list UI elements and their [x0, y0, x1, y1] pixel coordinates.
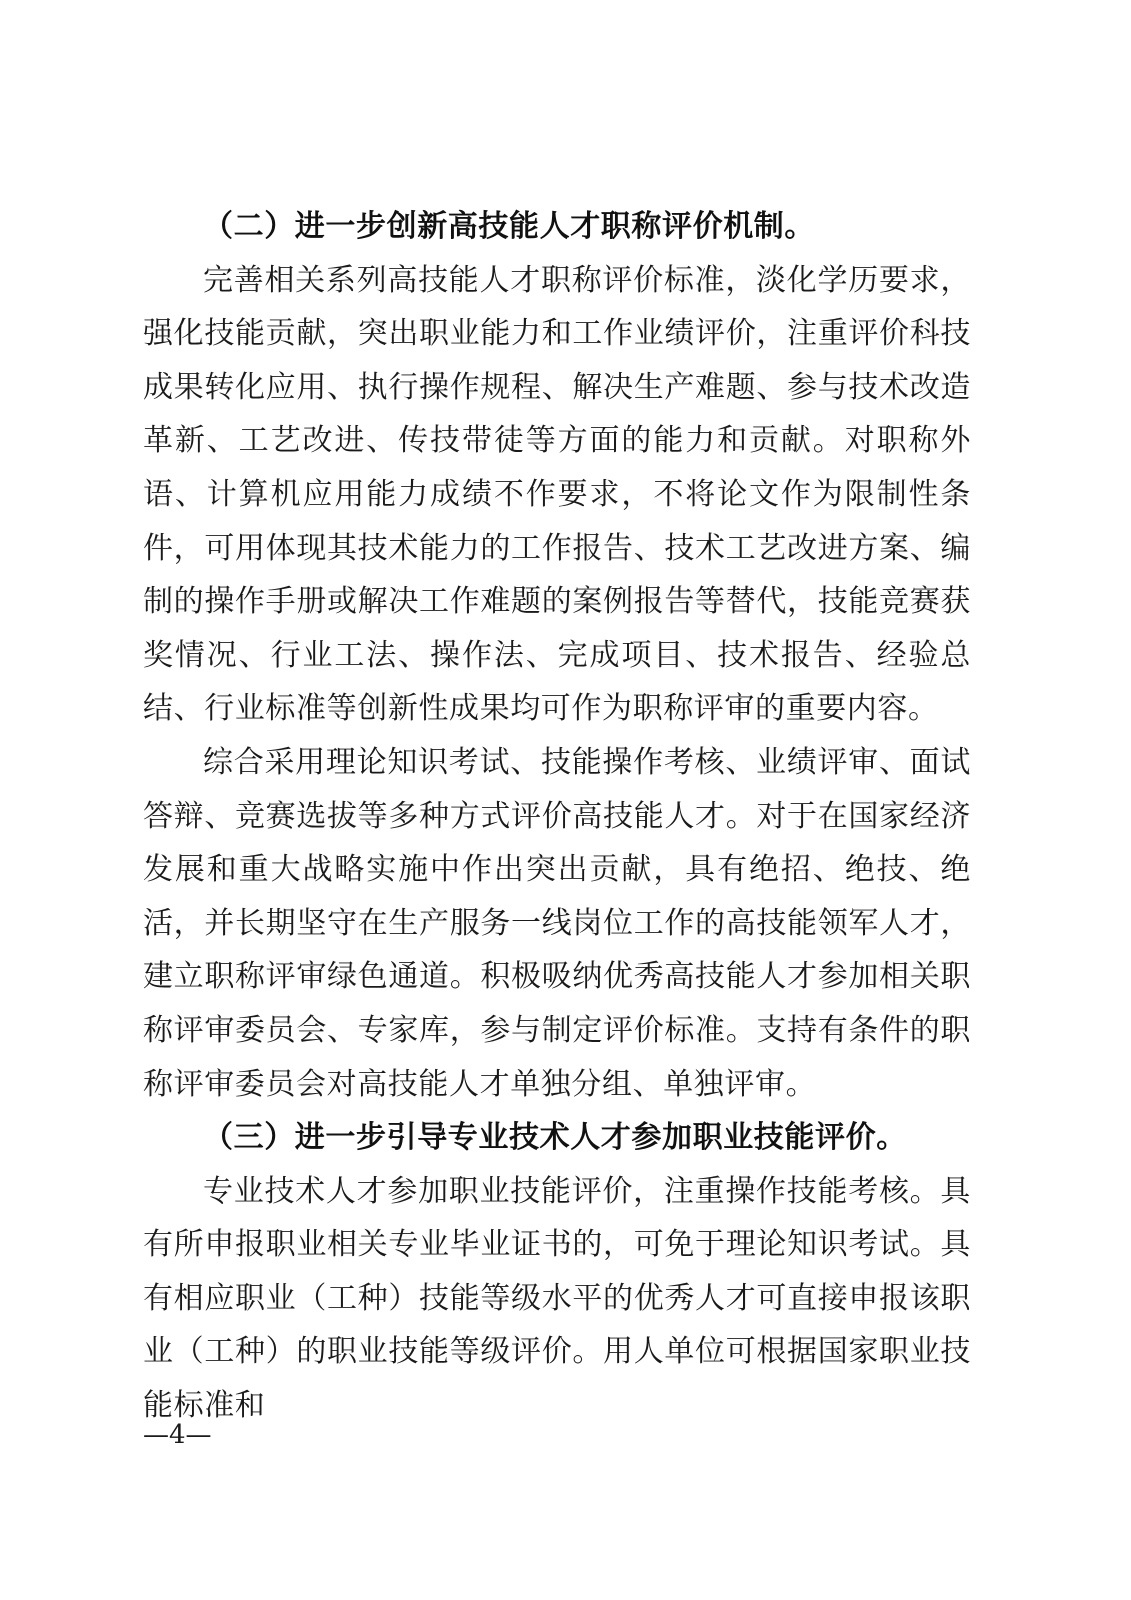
- page-body: [143, 200, 971, 1433]
- section-2-paragraph-2: 综合采用理论知识考试、技能操作考核、业绩评审、面试答辩、竞赛选拔等多种方式评价高技能人才。对于在国家经济发展和重大战略实施中作出突出贡献，具有绝招、绝技、绝活，并长期坚守在生产服务一线岗位工作的高技能领军人才，建立职称评审绿色通道。积极吸纳优秀高技能人才参加相关职称评审委员会、专家库，参与制定评价标准。支持有条件的职称评审委员会对高技能人才单独分组、单独评审。: [143, 744, 971, 1102]
- page-number: —4—: [143, 1420, 212, 1450]
- section-heading-3: （三）进一步引导专业技术人才参加职业技能评价。: [203, 1120, 907, 1156]
- section-heading-2: （二）进一步创新高技能人才职称评价机制。: [203, 209, 815, 244]
- section-3-paragraph-1: 专业技术人才参加职业技能评价，注重操作技能考核。具有所申报职业相关专业毕业证书的，可免于理论知识考试。具有相应职业（工种）技能等级水平的优秀人才可直接申报该职业（工种）的职业技能等级评价。用人单位可根据国家职业技能标准和: [143, 1173, 971, 1424]
- section-2-paragraph-1: 完善相关系列高技能人才职称评价标准，淡化学历要求，强化技能贡献，突出职业能力和工作业绩评价，注重评价科技成果转化应用、执行操作规程、解决生产难题、参与技术改造革新、工艺改进、传技带徒等方面的能力和贡献。对职称外语、计算机应用能力成绩不作要求，不将论文作为限制性条件，可用体现其技术能力的工作报告、技术工艺改进方案、编制的操作手册或解决工作难题的案例报告等替代，技能竞赛获奖情况、行业工法、操作法、完成项目、技术报告、经验总结、行业标准等创新性成果均可作为职称评审的重要内容。: [143, 262, 971, 727]
